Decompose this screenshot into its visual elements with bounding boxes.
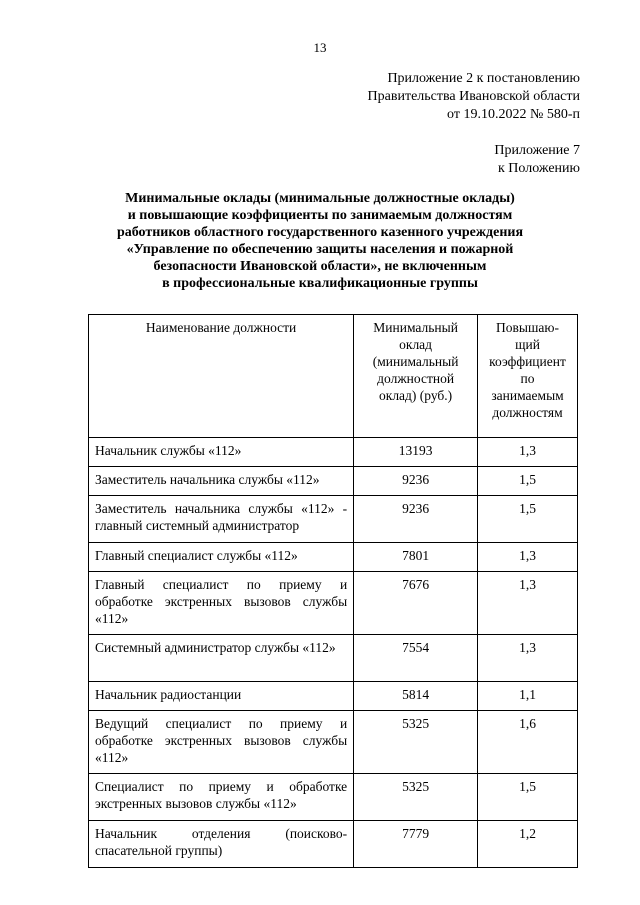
table-row (89, 572, 578, 635)
salary-table (88, 314, 578, 868)
table-row (89, 496, 578, 543)
table-row (89, 711, 578, 774)
salary-cell: 13193 (354, 438, 478, 467)
coefficient-cell: 1,6 (478, 711, 578, 774)
position-cell: Начальник радиостанции (89, 682, 354, 711)
title-line: безопасности Ивановской области», не включенным (153, 259, 487, 274)
salary-cell: 5325 (354, 774, 478, 821)
table-row (89, 821, 578, 868)
coefficient-cell: 1,5 (478, 496, 578, 543)
appendix-regulation-reference (494, 142, 580, 178)
title-line: в профессиональные квалификационные группы (162, 276, 478, 291)
appendix-decree-reference (368, 70, 580, 124)
salary-cell: 5814 (354, 682, 478, 711)
position-cell: Главный специалист службы «112» (89, 543, 354, 572)
position-cell: Заместитель начальника службы «112» - главный системный администратор (89, 496, 354, 543)
title-line: Минимальные оклады (минимальные должностные оклады) (125, 191, 515, 206)
coefficient-cell: 1,5 (478, 467, 578, 496)
appendix-decree-line: Приложение 2 к постановлению (387, 71, 580, 86)
salary-cell: 7779 (354, 821, 478, 868)
position-cell: Начальник службы «112» (89, 438, 354, 467)
column-header-coefficient: Повышаю-щий коэффициент по занимаемым должностям (478, 315, 578, 438)
appendix-decree-line: от 19.10.2022 № 580-п (447, 107, 580, 122)
table-row (89, 774, 578, 821)
position-cell: Заместитель начальника службы «112» (89, 467, 354, 496)
page-number: 13 (313, 40, 327, 55)
appendix-regulation-line: к Положению (497, 161, 580, 176)
coefficient-cell: 1,3 (478, 438, 578, 467)
coefficient-cell: 1,1 (478, 682, 578, 711)
coefficient-cell: 1,3 (478, 635, 578, 682)
salary-cell: 7801 (354, 543, 478, 572)
table-row (89, 543, 578, 572)
position-cell: Главный специалист по приему и обработке экстренных вызовов службы «112» (89, 572, 354, 635)
document-title (70, 190, 570, 292)
coefficient-cell: 1,3 (478, 572, 578, 635)
salary-cell: 7554 (354, 635, 478, 682)
table-row (89, 438, 578, 467)
position-cell: Начальник отделения (поисково-спасательной группы) (89, 821, 354, 868)
table-header-row (89, 315, 578, 438)
title-line: «Управление по обеспечению защиты населения и пожарной (126, 242, 514, 257)
table-row (89, 635, 578, 682)
table-row (89, 467, 578, 496)
salary-cell: 5325 (354, 711, 478, 774)
title-line: работников областного государственного казенного учреждения (116, 225, 524, 240)
coefficient-cell: 1,2 (478, 821, 578, 868)
title-line: и повышающие коэффициенты по занимаемым должностям (127, 208, 513, 223)
salary-cell: 7676 (354, 572, 478, 635)
table-row (89, 682, 578, 711)
appendix-regulation-line: Приложение 7 (494, 143, 580, 158)
coefficient-cell: 1,5 (478, 774, 578, 821)
position-cell: Специалист по приему и обработке экстренных вызовов службы «112» (89, 774, 354, 821)
coefficient-cell: 1,3 (478, 543, 578, 572)
salary-cell: 9236 (354, 467, 478, 496)
appendix-decree-line: Правительства Ивановской области (367, 89, 580, 104)
position-cell: Ведущий специалист по приему и обработке экстренных вызовов службы «112» (89, 711, 354, 774)
column-header-salary: Минимальный оклад (минимальный должностной оклад) (руб.) (354, 315, 478, 438)
position-cell: Системный администратор службы «112» (89, 635, 354, 682)
column-header-position: Наименование должности (89, 315, 354, 438)
salary-cell: 9236 (354, 496, 478, 543)
